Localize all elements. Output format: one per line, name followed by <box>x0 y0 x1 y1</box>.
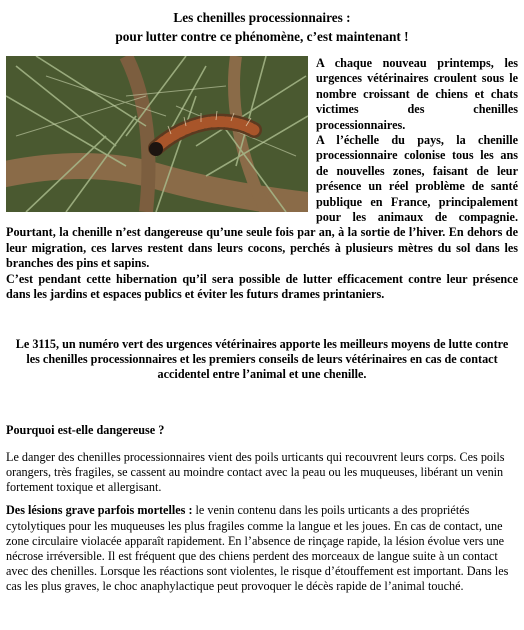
intro-paragraph-3: C’est pendant cette hibernation qu’il sera possible de lutter efficacement contre leur présence dans les jardins et espaces publics et éviter les futurs drames printaniers. <box>6 271 518 302</box>
body-paragraph-2 <box>6 503 518 594</box>
lesions-lead: Des lésions grave parfois mortelles : <box>6 503 193 518</box>
intro-section <box>6 56 518 303</box>
article-title <box>6 8 518 46</box>
body-paragraph-1: Le danger des chenilles processionnaires vient des poils urticants qui recouvrent leurs corps. Ces poils orangers, très fragiles, se cassent au moindre contact avec la peau ou les muqueuses, libérant un venin fortement toxique et allergisant. <box>6 449 505 495</box>
lesions-text: le venin contenu dans les poils urticants a des propriétés cytolytiques pour les muqueuses les plus fragiles comme la langue et les joues. En cas de contact, une zone circulaire violacée apparaît rapidement. En l’absence de rinçage rapide, la lésion évolue vers une nécrose irréversible. Il est fréquent que des chiens perdent des morceaux de langue suite à un contact avec des chenilles. Lorsque les réactions sont violentes, le risque d’étouffement est important. Dans les cas les plus graves, le choc anaphylactique peut provoquer le décès rapide de l’animal touché. <box>6 503 509 594</box>
caterpillar-photo-illustration <box>6 56 308 212</box>
section-heading-danger: Pourquoi est-elle dangereuse ? <box>6 422 165 437</box>
hotline-callout: Le 3115, un numéro vert des urgences vétérinaires apporte les meilleurs moyens de lutte contre les chenilles processionnaires et les premiers conseils de leurs vétérinaires en cas de contact accidentel entre l’animal et une chenille. <box>15 336 509 382</box>
danger-section <box>6 450 518 595</box>
intro-paragraph-1: A chaque nouveau printemps, les urgences vétérinaires croulent sous le nombre croissant de chiens et chats victimes des chenilles processionnaires. <box>316 56 518 132</box>
intro-paragraph-2: A l’échelle du pays, la chenille processionnaire colonise tous les ans de nouvelles zones, faisant de leur présence un réel problème de santé publique en France, principalement pour les animaux de compagnie. Pourtant, la chenille n’est dangereuse qu’une seule fois par an, à la sortie de l’hiver. En dehors de leur migration, ces larves restent dans leurs cocons, perchés à plusieurs mètres du sol dans les branches des pins et sapins. <box>6 133 518 271</box>
title-line-1: Les chenilles processionnaires : <box>173 10 351 25</box>
title-line-2: pour lutter contre ce phénomène, c’est maintenant ! <box>115 29 409 44</box>
caterpillar-photo <box>6 56 308 212</box>
